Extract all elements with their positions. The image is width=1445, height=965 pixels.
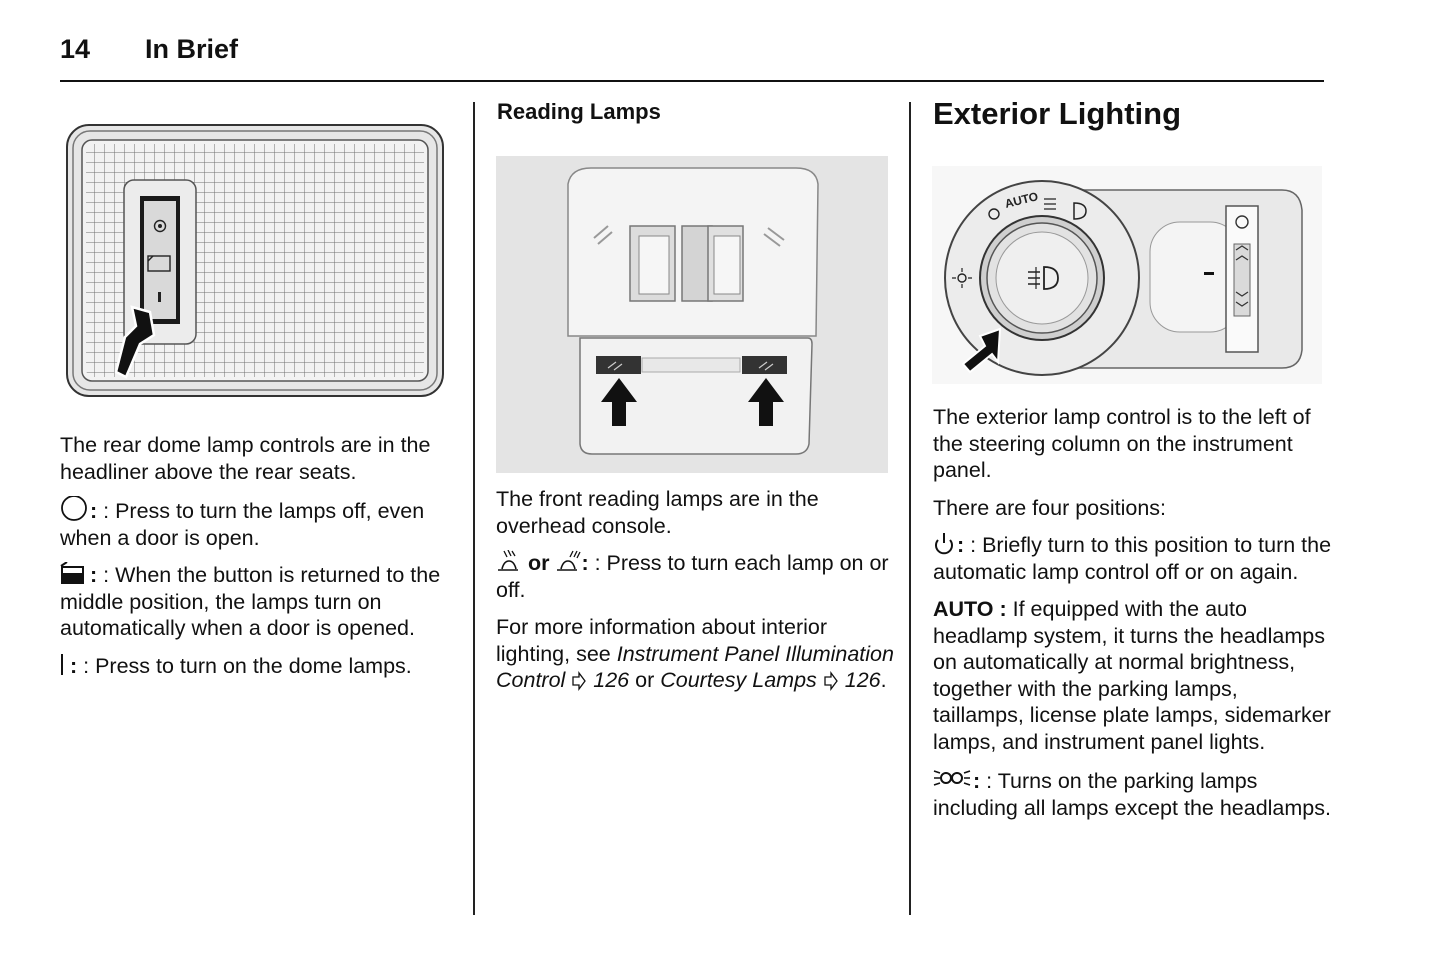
reading-lamp-right-icon <box>555 550 581 574</box>
parking-item: : : Turns on the parking lamps including all lamps except the headlamps. <box>933 766 1333 821</box>
page-header <box>60 34 1324 82</box>
on-bar-icon <box>60 653 70 677</box>
exterior-lighting-text <box>933 404 1333 832</box>
reading-lamps-intro: The front reading lamps are in the overhead console. <box>496 487 819 538</box>
column-divider-1 <box>473 102 475 915</box>
on-item: : : Press to turn on the dome lamps. <box>60 653 460 680</box>
door-item: : : When the button is returned to the middle position, the lamps turn on automatically when a door is opened. <box>60 563 441 640</box>
courtesy-lamps-link[interactable]: Courtesy Lamps <box>660 668 817 692</box>
reading-lamp-item: or : : Press to turn each lamp on or off. <box>496 551 889 602</box>
power-item: : : Briefly turn to this position to turn the automatic lamp control off or on again. <box>933 533 1332 584</box>
off-item: : : Press to turn the lamps off, even when a door is open. <box>60 496 460 551</box>
page-number: 14 <box>60 34 91 64</box>
rear-dome-intro: The rear dome lamp controls are in the headliner above the rear seats. <box>60 433 431 484</box>
rear-dome-lamp-figure <box>64 122 446 399</box>
page-ref-arrow-icon <box>823 671 839 691</box>
power-icon <box>933 532 957 556</box>
reading-lamps-more: For more information about interior lighting, see Instrument Panel Illumination Control 126 or Courtesy Lamps 126. <box>496 615 894 692</box>
page-ref-arrow-icon <box>571 671 587 691</box>
reading-lamps-heading: Reading Lamps <box>497 99 661 124</box>
rear-dome-text <box>60 432 460 690</box>
parking-lamps-icon <box>933 766 973 792</box>
auto-switch-label: AUTO <box>1003 189 1040 211</box>
reading-lamps-text <box>496 486 896 705</box>
off-circle-icon <box>60 496 90 522</box>
overhead-console-figure <box>496 156 888 473</box>
positions-line: There are four positions: <box>933 495 1167 520</box>
exterior-intro: The exterior lamp control is to the left of the steering column on the instrument panel. <box>933 405 1311 482</box>
door-icon <box>60 562 90 586</box>
exterior-lighting-heading: Exterior Lighting <box>933 96 1181 131</box>
instrument-panel-link[interactable]: Instrument Panel Illumination Control <box>496 641 894 692</box>
auto-item: AUTO : If equipped with the auto headlamp system, it turns the headlamps on automatically at normal brightness, together with the parking lamps, taillamps, license plate lamps, sidemarker lamps, and instrument panel lights. <box>933 597 1331 754</box>
reading-lamp-left-icon <box>496 550 522 574</box>
section-title: In Brief <box>145 34 239 64</box>
exterior-lamp-control-figure <box>932 166 1322 384</box>
column-divider-2 <box>909 102 911 915</box>
